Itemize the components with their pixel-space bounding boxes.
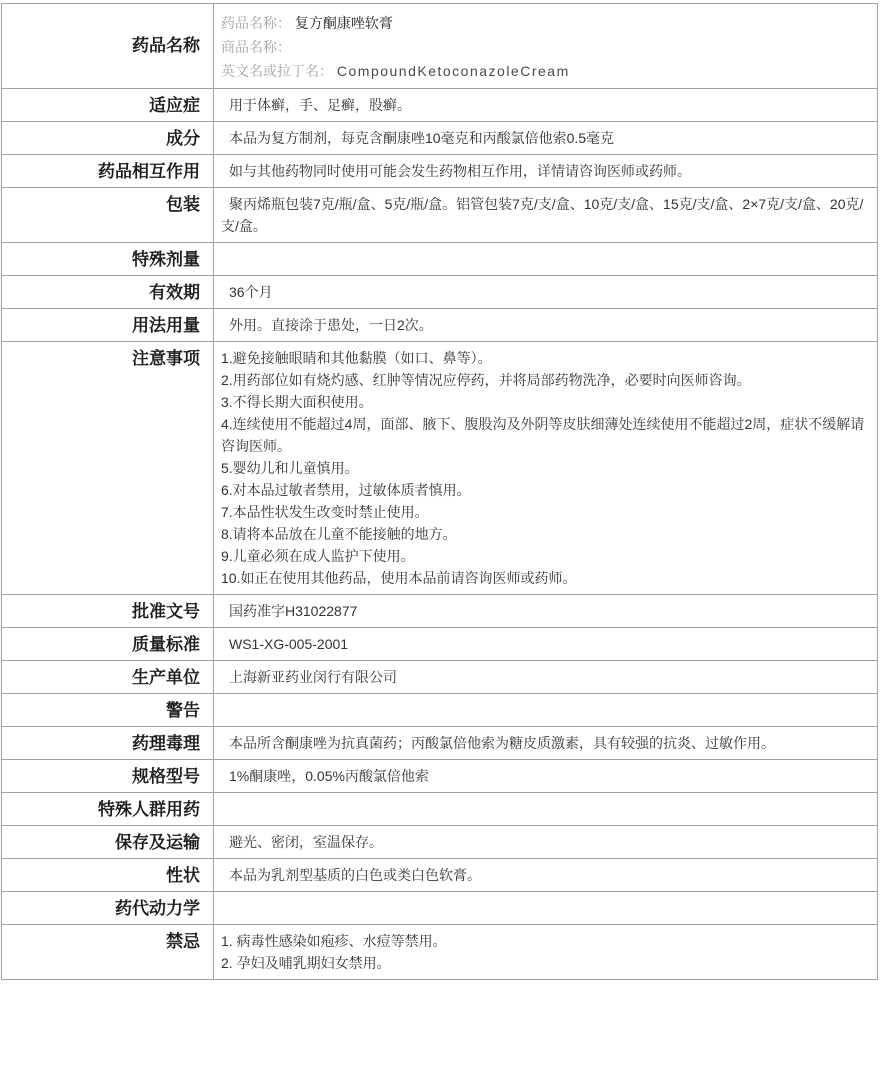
row-label: 批准文号 bbox=[2, 595, 214, 628]
row-label: 用法用量 bbox=[2, 309, 214, 342]
table-row-contraindications bbox=[2, 925, 878, 980]
precaution-item: 8.请将本品放在儿童不能接触的地方。 bbox=[221, 526, 457, 542]
precaution-item: 5.婴幼儿和儿童慎用。 bbox=[221, 460, 359, 476]
row-value: 避光、密闭，室温保存。 bbox=[214, 826, 878, 859]
row-value: 本品所含酮康唑为抗真菌药；丙酸氯倍他索为糖皮质激素，具有较强的抗炎、过敏作用。 bbox=[214, 727, 878, 760]
precaution-item: 3.不得长期大面积使用。 bbox=[221, 394, 373, 410]
row-label: 注意事项 bbox=[2, 342, 214, 595]
row-value bbox=[214, 342, 878, 595]
table-row-quality-standard bbox=[2, 628, 878, 661]
row-value: WS1-XG-005-2001 bbox=[214, 628, 878, 661]
row-label: 药代动力学 bbox=[2, 892, 214, 925]
table-row-precautions bbox=[2, 342, 878, 595]
precaution-item: 9.儿童必须在成人监护下使用。 bbox=[221, 548, 415, 564]
precaution-item: 2.用药部位如有烧灼感、红肿等情况应停药，并将局部药物洗净，必要时向医师咨询。 bbox=[221, 372, 751, 388]
precaution-item: 10.如正在使用其他药品，使用本品前请咨询医师或药师。 bbox=[221, 570, 577, 586]
drug-info-table bbox=[1, 3, 878, 980]
table-row-indications bbox=[2, 89, 878, 122]
row-value bbox=[214, 793, 878, 826]
precaution-item: 7.本品性状发生改变时禁止使用。 bbox=[221, 504, 429, 520]
row-value bbox=[214, 243, 878, 276]
row-value: 国药准字H31022877 bbox=[214, 595, 878, 628]
precaution-item: 4.连续使用不能超过4周，面部、腋下、腹股沟及外阴等皮肤细薄处连续使用不能超过2周，症状不缓解请咨询医师。 bbox=[221, 416, 865, 454]
row-value: 外用。直接涂于患处，一日2次。 bbox=[214, 309, 878, 342]
trade-name-key: 商品名称： bbox=[221, 39, 291, 55]
row-label: 适应症 bbox=[2, 89, 214, 122]
row-label: 警告 bbox=[2, 694, 214, 727]
row-label: 生产单位 bbox=[2, 661, 214, 694]
row-value: 如与其他药物同时使用可能会发生药物相互作用，详情请咨询医师或药师。 bbox=[214, 155, 878, 188]
row-label: 质量标准 bbox=[2, 628, 214, 661]
row-label: 药品名称 bbox=[2, 4, 214, 89]
contraindication-item: 2. 孕妇及哺乳期妇女禁用。 bbox=[221, 955, 391, 971]
table-row-warnings bbox=[2, 694, 878, 727]
row-label: 成分 bbox=[2, 122, 214, 155]
row-value bbox=[214, 694, 878, 727]
english-name-line bbox=[221, 59, 865, 83]
drug-name-line bbox=[221, 11, 865, 35]
row-value: 上海新亚药业闵行有限公司 bbox=[214, 661, 878, 694]
row-value: 1%酮康唑，0.05%丙酸氯倍他索 bbox=[214, 760, 878, 793]
row-value: 本品为乳剂型基质的白色或类白色软膏。 bbox=[214, 859, 878, 892]
table-row-storage-transport bbox=[2, 826, 878, 859]
row-label: 有效期 bbox=[2, 276, 214, 309]
table-row-drug-interactions bbox=[2, 155, 878, 188]
row-value bbox=[214, 4, 878, 89]
row-label: 药品相互作用 bbox=[2, 155, 214, 188]
table-row-ingredients bbox=[2, 122, 878, 155]
row-value: 本品为复方制剂，每克含酮康唑10毫克和丙酸氯倍他索0.5毫克 bbox=[214, 122, 878, 155]
table-row-packaging bbox=[2, 188, 878, 243]
table-row-dosage-usage bbox=[2, 309, 878, 342]
english-name-value: CompoundKetoconazoleCream bbox=[336, 63, 570, 79]
precaution-item: 1.避免接触眼睛和其他黏膜（如口、鼻等）。 bbox=[221, 350, 492, 366]
table-row-special-dosage bbox=[2, 243, 878, 276]
contraindication-item: 1. 病毒性感染如疱疹、水痘等禁用。 bbox=[221, 933, 447, 949]
row-label: 保存及运输 bbox=[2, 826, 214, 859]
table-row-drug-name bbox=[2, 4, 878, 89]
row-label: 性状 bbox=[2, 859, 214, 892]
english-name-key: 英文名或拉丁名： bbox=[221, 63, 333, 79]
drug-name-value: 复方酮康唑软膏 bbox=[294, 15, 393, 31]
table-row-pharmacokinetics bbox=[2, 892, 878, 925]
row-label: 禁忌 bbox=[2, 925, 214, 980]
row-value: 36个月 bbox=[214, 276, 878, 309]
row-value bbox=[214, 892, 878, 925]
row-label: 药理毒理 bbox=[2, 727, 214, 760]
drug-name-key: 药品名称： bbox=[221, 15, 291, 31]
row-label: 特殊剂量 bbox=[2, 243, 214, 276]
precaution-item: 6.对本品过敏者禁用，过敏体质者慎用。 bbox=[221, 482, 471, 498]
trade-name-line bbox=[221, 35, 865, 59]
row-label: 规格型号 bbox=[2, 760, 214, 793]
table-row-approval-number bbox=[2, 595, 878, 628]
table-row-special-populations bbox=[2, 793, 878, 826]
row-value: 用于体癣，手、足癣，股癣。 bbox=[214, 89, 878, 122]
row-label: 特殊人群用药 bbox=[2, 793, 214, 826]
table-row-shelf-life bbox=[2, 276, 878, 309]
table-row-specification bbox=[2, 760, 878, 793]
table-row-description bbox=[2, 859, 878, 892]
row-value bbox=[214, 925, 878, 980]
table-row-manufacturer bbox=[2, 661, 878, 694]
row-value: 聚丙烯瓶包装7克/瓶/盒、5克/瓶/盒。铝管包装7克/支/盒、10克/支/盒、15克/支/盒、2×7克/支/盒、20克/支/盒。 bbox=[214, 188, 878, 243]
row-label: 包装 bbox=[2, 188, 214, 243]
table-row-pharmacology-toxicology bbox=[2, 727, 878, 760]
